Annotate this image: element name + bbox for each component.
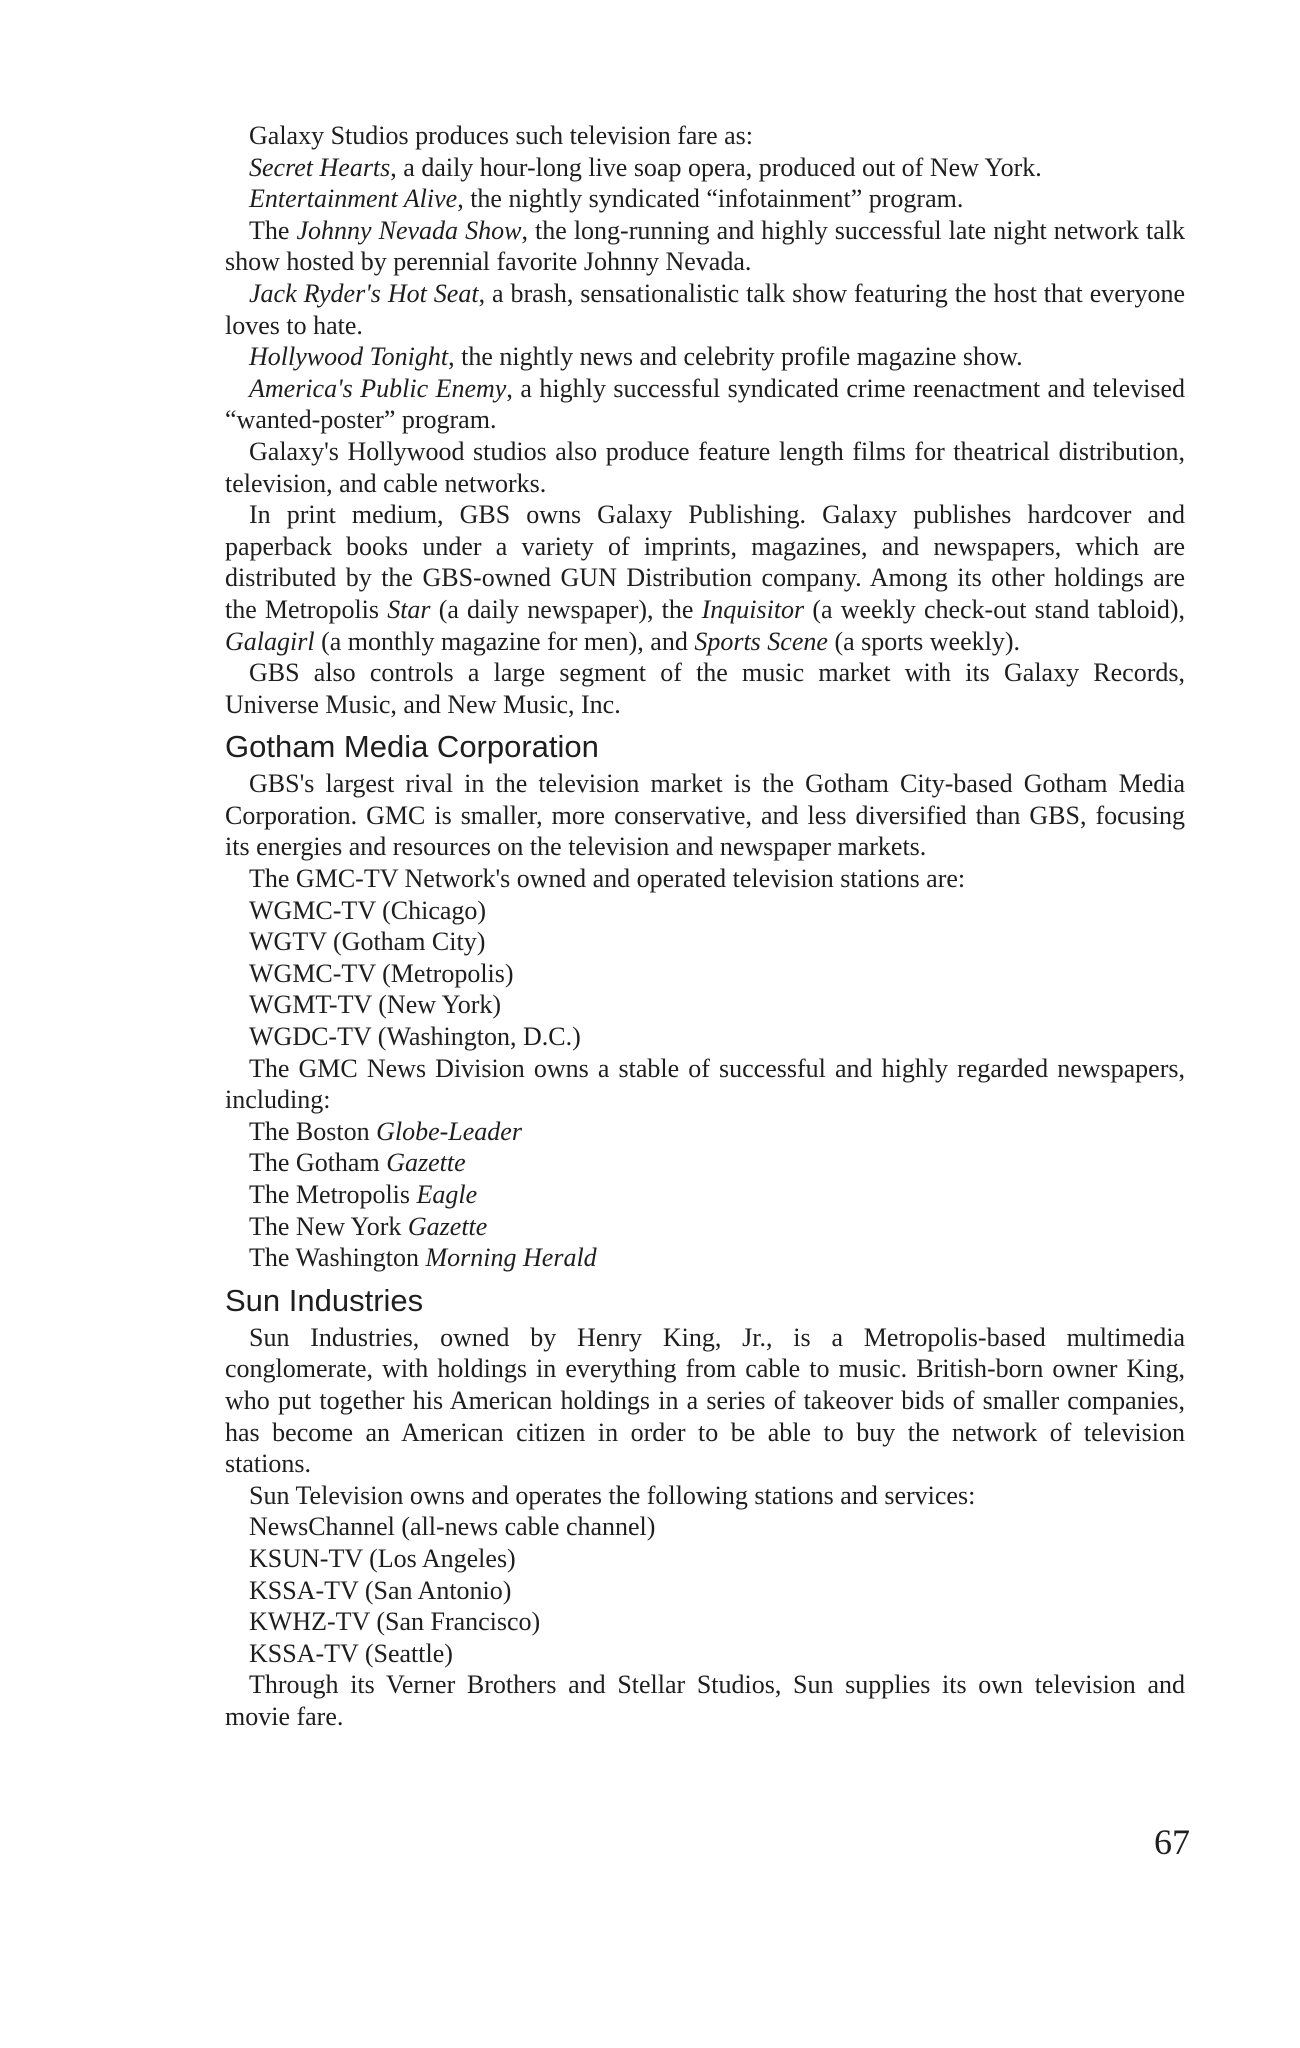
print-text: (a daily newspaper), the bbox=[430, 594, 702, 624]
sun-closing-paragraph: Through its Verner Brothers and Stellar Studios, Sun supplies its own television and movie fare. bbox=[225, 1670, 1185, 1731]
station-list-item: WGDC-TV (Washington, D.C.) bbox=[249, 1022, 581, 1052]
section-heading-sun: Sun Industries bbox=[225, 1282, 424, 1318]
newspaper-city: The Gotham bbox=[249, 1148, 387, 1178]
newspaper-city: The Metropolis bbox=[249, 1180, 417, 1209]
show-item bbox=[225, 215, 1185, 278]
show-desc: , the long-running and highly successful late night network talk show hosted by perennial favorite Johnny Nevada. bbox=[225, 215, 1186, 277]
print-text: (a monthly magazine for men), and bbox=[314, 626, 695, 656]
print-title: Sports Scene bbox=[694, 626, 828, 656]
print-text: In print medium, GBS owns Galaxy Publishing. Galaxy publishes hardcover and paperback books under a variety of imprints, magazines, and newspapers, which are distributed by the GBS-owned GUN Distribution company. Among its other holdings are the Metropolis bbox=[225, 500, 1185, 624]
show-desc: , a brash, sensationalistic talk show featuring the host that everyone loves to hate. bbox=[225, 278, 1185, 340]
show-title: America's Public Enemy bbox=[249, 373, 507, 403]
show-desc: , the nightly news and celebrity profile magazine show. bbox=[448, 342, 1023, 372]
station-list-item: KSSA-TV (San Antonio) bbox=[249, 1575, 512, 1605]
show-title: Entertainment Alive bbox=[249, 184, 458, 214]
newspaper-city: The Boston bbox=[249, 1116, 377, 1146]
newspaper-city: The New York bbox=[249, 1211, 408, 1241]
sun-stations-intro: Sun Television owns and operates the following stations and services: bbox=[249, 1480, 976, 1510]
station-list-item: NewsChannel (all-news cable channel) bbox=[249, 1512, 656, 1542]
show-title: Johnny Nevada Show bbox=[296, 215, 522, 245]
show-item bbox=[225, 341, 1185, 373]
newspaper-list-item bbox=[225, 1242, 1185, 1274]
print-text: (a sports weekly). bbox=[827, 626, 1020, 656]
page-number: 67 bbox=[1154, 1822, 1190, 1862]
station-list-item: WGTV (Gotham City) bbox=[249, 927, 486, 957]
show-desc: , a highly successful syndicated crime reenactment and televised “wanted-poster” program. bbox=[225, 373, 1185, 435]
newspaper-list-item bbox=[225, 1147, 1185, 1179]
gotham-stations-intro: The GMC-TV Network's owned and operated television stations are: bbox=[249, 864, 966, 894]
newspaper-list-item bbox=[225, 1211, 1185, 1243]
galaxy-films-paragraph: Galaxy's Hollywood studios also produce feature length films for theatrical distribution, television, and cable networks. bbox=[225, 436, 1185, 498]
show-item bbox=[225, 373, 1185, 436]
newspaper-list-item bbox=[225, 1179, 1185, 1211]
galaxy-print-paragraph bbox=[225, 499, 1185, 657]
show-title: Jack Ryder's Hot Seat bbox=[249, 278, 479, 308]
newspaper-title: Morning Herald bbox=[425, 1243, 597, 1273]
newspaper-title: Globe-Leader bbox=[376, 1116, 522, 1146]
show-item bbox=[225, 278, 1185, 341]
print-title: Inquisitor bbox=[701, 594, 805, 624]
show-desc: , a daily hour-long live soap opera, produced out of New York. bbox=[390, 152, 1042, 182]
newspaper-title: Gazette bbox=[407, 1211, 488, 1241]
galaxy-music-paragraph: GBS also controls a large segment of the music market with its Galaxy Records, Universe Music, and New Music, Inc. bbox=[225, 658, 1185, 719]
show-desc: , the nightly syndicated “infotainment” program. bbox=[457, 184, 964, 214]
show-item bbox=[225, 183, 1185, 215]
gotham-paragraph: GBS's largest rival in the television market is the Gotham City-based Gotham Media Corporation. GMC is smaller, more conservative, and less diversified than GBS, focusing its energies and resources on the television and newspaper markets. bbox=[225, 769, 1185, 862]
print-title: Galagirl bbox=[225, 626, 315, 656]
newspaper-title: Gazette bbox=[386, 1148, 466, 1178]
station-list-item: WGMC-TV (Chicago) bbox=[249, 895, 487, 925]
section-heading-gotham: Gotham Media Corporation bbox=[225, 729, 599, 765]
station-list-item: WGMC-TV (Metropolis) bbox=[249, 958, 514, 988]
show-prefix: The bbox=[249, 215, 297, 245]
text-column bbox=[225, 120, 1185, 1733]
print-title: Star bbox=[387, 594, 431, 624]
sun-paragraph: Sun Industries, owned by Henry King, Jr., is a Metropolis-based multimedia conglomerate, with holdings in everything from cable to music. British-born owner King, who put together his American holdings in a series of takeover bids of smaller companies, has become an American citizen in order to be able to buy the network of television stations. bbox=[225, 1322, 1185, 1479]
newspaper-title: Eagle bbox=[416, 1180, 478, 1209]
print-text: (a weekly check-out stand tabloid), bbox=[804, 594, 1186, 624]
show-item bbox=[225, 152, 1185, 184]
gotham-news-intro: The GMC News Division owns a stable of successful and highly regarded newspapers, including: bbox=[225, 1053, 1185, 1115]
station-list-item: WGMT-TV (New York) bbox=[249, 990, 502, 1020]
station-list-item: KSUN-TV (Los Angeles) bbox=[249, 1543, 516, 1573]
show-title: Secret Hearts bbox=[249, 152, 391, 182]
show-title: Hollywood Tonight bbox=[249, 342, 449, 372]
newspaper-list-item bbox=[225, 1116, 1185, 1148]
station-list-item: KWHZ-TV (San Francisco) bbox=[249, 1607, 541, 1637]
station-list-item: KSSA-TV (Seattle) bbox=[249, 1638, 453, 1668]
newspaper-city: The Washington bbox=[249, 1243, 426, 1273]
galaxy-intro: Galaxy Studios produces such television fare as: bbox=[249, 121, 753, 150]
